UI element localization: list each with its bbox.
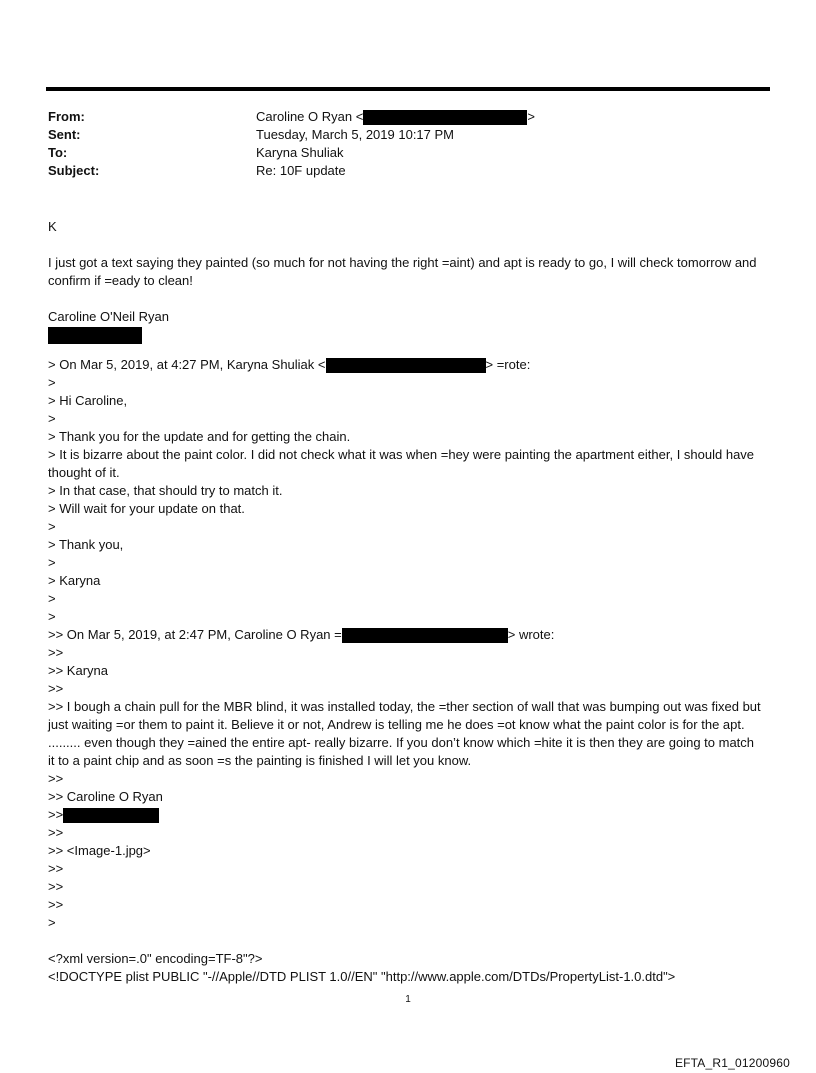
- nested-quote-header-text: >> On Mar 5, 2019, at 2:47 PM, Caroline O Ryan =: [48, 627, 342, 642]
- signature-redaction-line: [48, 326, 764, 344]
- nested-quote-line: >>: [48, 879, 64, 894]
- quote-header-text: > On Mar 5, 2019, at 4:27 PM, Karyna Shuliak <: [48, 357, 326, 372]
- spacer: [48, 290, 764, 308]
- to-label: To:: [48, 145, 68, 160]
- quote-line: >: [48, 915, 56, 930]
- sent-value: Tuesday, March 5, 2019 10:17 PM: [256, 127, 454, 142]
- quote-line: >: [48, 375, 56, 390]
- nested-quote-line: >>: [48, 861, 64, 876]
- nested-quote-line: >> Karyna: [48, 663, 108, 678]
- page-number: 1: [405, 994, 411, 1005]
- nested-quote-line: >>: [48, 645, 64, 660]
- redaction-box: [363, 110, 527, 125]
- subject-label: Subject:: [48, 163, 100, 178]
- document-id: EFTA_R1_01200960: [674, 1056, 790, 1070]
- quote-line: > Will wait for your update on that.: [48, 501, 245, 516]
- spacer: [48, 236, 764, 254]
- quote-header: [48, 356, 764, 374]
- quote-header-suffix: > =rote:: [485, 357, 531, 372]
- spacer: [48, 344, 764, 356]
- redaction-box: [63, 808, 159, 823]
- quote-line: > Thank you for the update and for getting the chain.: [48, 429, 351, 444]
- to-row: [48, 144, 768, 162]
- sent-row: [48, 126, 768, 144]
- from-label: From:: [48, 109, 85, 124]
- redaction-box: [342, 628, 508, 643]
- nested-quote-line: >>: [48, 825, 64, 840]
- greeting: K: [48, 219, 57, 234]
- quote-line: >: [48, 591, 56, 606]
- quote-line: >: [48, 411, 56, 426]
- sent-label: Sent:: [48, 127, 81, 142]
- nested-quote-header: [48, 626, 764, 644]
- from-name: Caroline O Ryan <: [256, 109, 364, 124]
- nested-quote-line: >>: [48, 681, 64, 696]
- redaction-box: [326, 358, 486, 373]
- signature: Caroline O'Neil Ryan: [48, 309, 169, 324]
- quote-line: > Thank you,: [48, 537, 124, 552]
- nested-quote-line: [48, 806, 764, 824]
- from-row: [48, 108, 768, 126]
- header-rule: [46, 87, 770, 91]
- quote-line: >: [48, 519, 56, 534]
- to-value: Karyna Shuliak: [256, 145, 344, 160]
- quote-line: >: [48, 555, 56, 570]
- from-close: >: [527, 109, 535, 124]
- from-value: [256, 108, 535, 126]
- quote-line: > In that case, that should try to match it.: [48, 483, 283, 498]
- xml-declaration: <?xml version=.0" encoding=TF-8"?>: [48, 951, 263, 966]
- message-paragraph: I just got a text saying they painted (so much for not having the right =aint) and apt is ready to go, I will check tomorrow and confirm if =eady to clean!: [48, 255, 757, 288]
- spacer: [48, 932, 764, 950]
- nested-quote-paragraph: >> I bough a chain pull for the MBR blind, it was installed today, the =ther section of wall that was bumping out was fixed but just waiting =or them to paint it. Believe it or not, Andrew is telling me he does =ot know what the paint color is for the apt. ......... even though they =ained the entire apt- really bizarre. If you don’t know which =hite it is then they are going to match it to a paint chip and as soon =s the painting is finished I will let you know.: [48, 699, 761, 768]
- subject-value: Re: 10F update: [256, 163, 346, 178]
- nested-quote-line: >> Caroline O Ryan: [48, 789, 163, 804]
- quote-line: > It is bizarre about the paint color. I did not check what it was when =hey were painting the apartment either, I should have thought of it.: [48, 447, 755, 480]
- email-header: [48, 108, 768, 180]
- quote-line: >: [48, 609, 56, 624]
- quote-line: > Karyna: [48, 573, 101, 588]
- nested-quote-line: >>: [48, 771, 64, 786]
- quote-line: > Hi Caroline,: [48, 393, 128, 408]
- redaction-box: [48, 327, 142, 344]
- nested-quote-header-suffix: > wrote:: [507, 627, 555, 642]
- nested-quote-line: >>: [48, 897, 64, 912]
- nested-quote-prefix: >>: [48, 807, 64, 822]
- doctype-line: <!DOCTYPE plist PUBLIC "-//Apple//DTD PLIST 1.0//EN" "http://www.apple.com/DTDs/PropertyList-1.0.dtd">: [48, 969, 676, 984]
- email-body: [48, 218, 764, 986]
- subject-row: [48, 162, 768, 180]
- attachment-reference: >> <Image-1.jpg>: [48, 843, 151, 858]
